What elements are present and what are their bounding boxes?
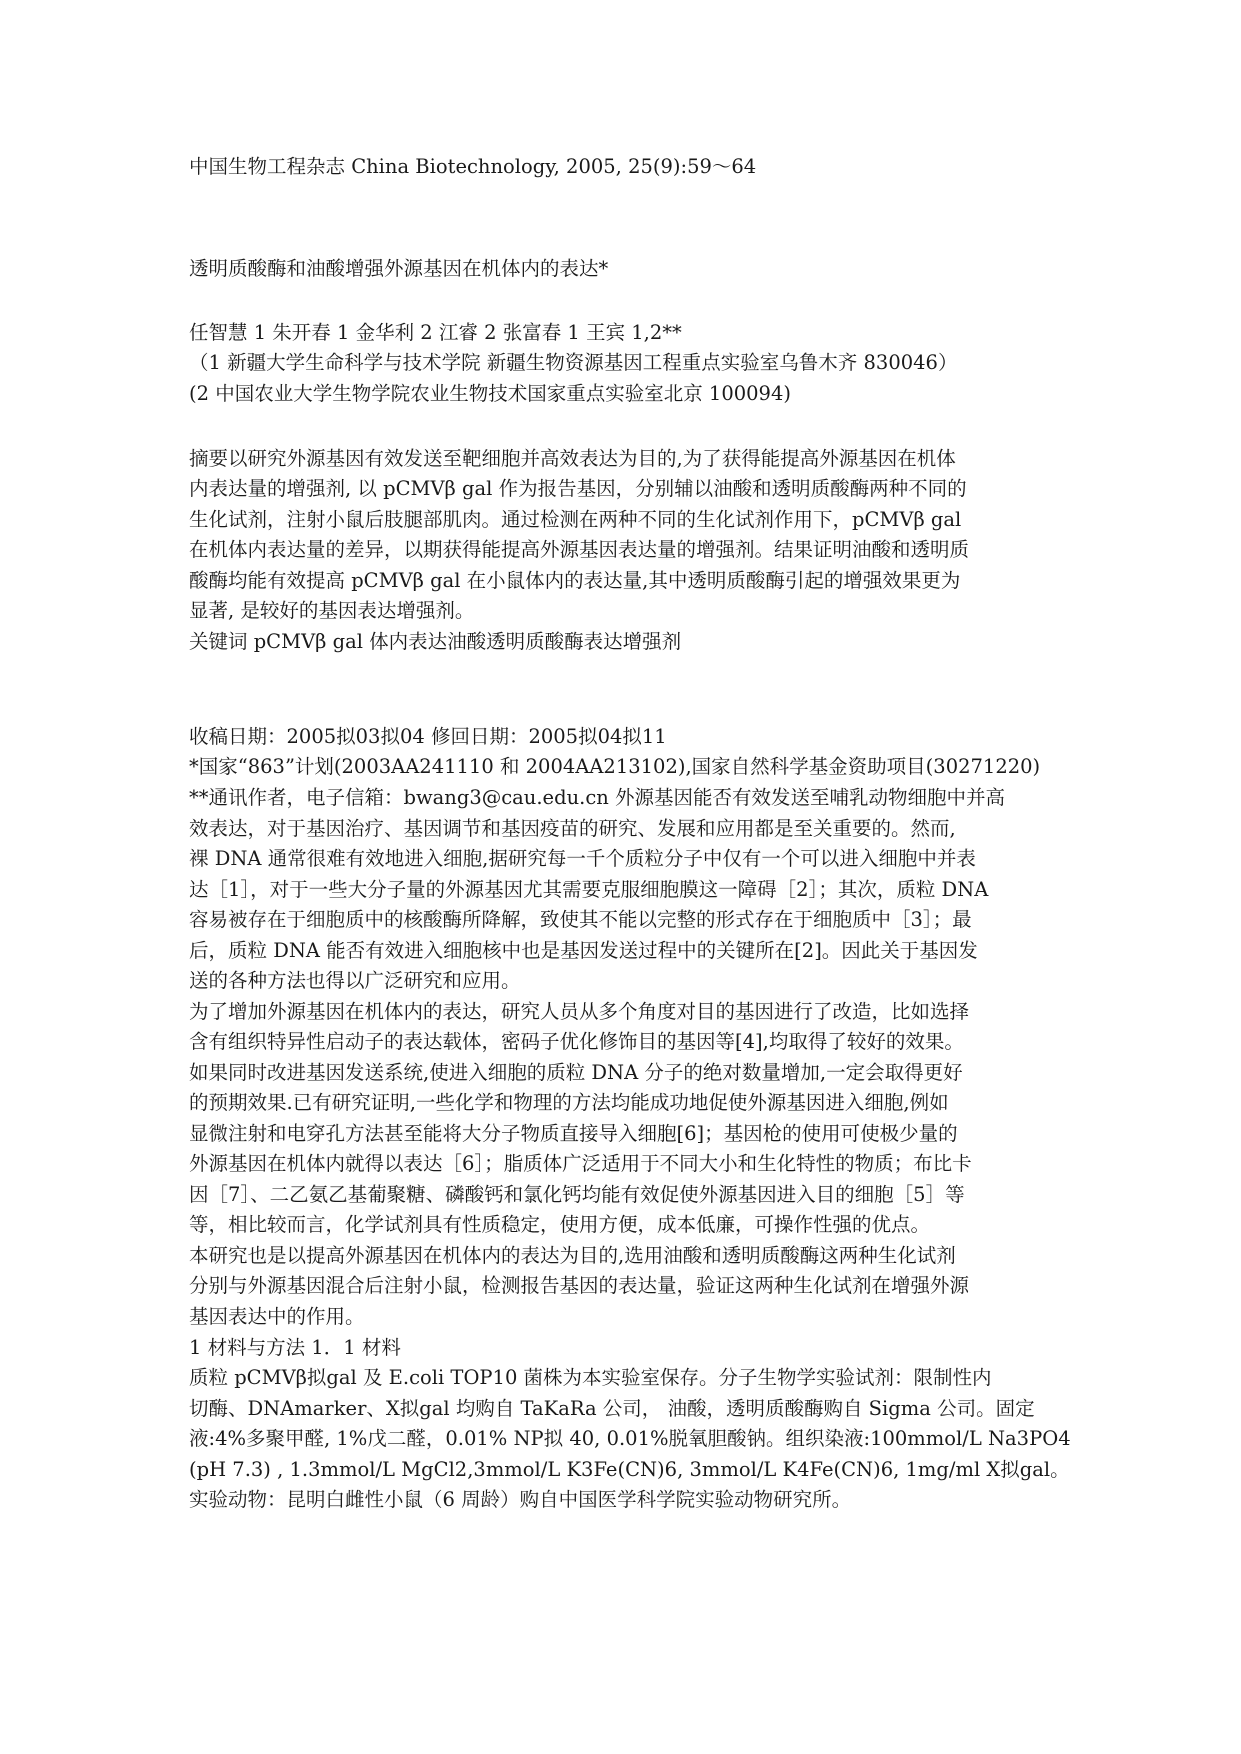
- body-line: 含有组织特异性启动子的表达载体，密码子优化修饰目的基因等[4],均取得了较好的效果。: [189, 1030, 964, 1053]
- body-line: 基因表达中的作用。: [189, 1305, 365, 1328]
- body-line: 等，相比较而言，化学试剂具有性质稳定，使用方便，成本低廉，可操作性强的优点。: [189, 1213, 931, 1236]
- body-line: 液:4%多聚甲醛, 1%戊二醛，0.01% NP拟 40, 0.01%脱氧胆酸钠。组织染液:100mmol/L Na3PO4: [189, 1427, 1071, 1450]
- footnote-line: 收稿日期：2005拟03拟04 修回日期：2005拟04拟11: [189, 725, 667, 748]
- body-line: 为了增加外源基因在机体内的表达，研究人员从多个角度对目的基因进行了改造，比如选择: [189, 1000, 970, 1023]
- journal-citation: 中国生物工程杂志 China Biotechnology, 2005, 25(9):59～64: [189, 155, 757, 178]
- body-line: 后，质粒 DNA 能否有效进入细胞核中也是基因发送过程中的关键所在[2]。因此关于基因发: [189, 939, 978, 962]
- abstract-line: 摘要以研究外源基因有效发送至靶细胞并高效表达为目的,为了获得能提高外源基因在机体: [189, 447, 956, 470]
- body-line: 实验动物：昆明白雌性小鼠（6 周龄）购自中国医学科学院实验动物研究所。: [189, 1488, 852, 1511]
- body-line: 切酶、DNAmarker、X拟gal 均购自 TaKaRa 公司， 油酸，透明质酸酶购自 Sigma 公司。固定: [189, 1397, 1035, 1420]
- body-line: 显微注射和电穿孔方法甚至能将大分子物质直接导入细胞[6]；基因枪的使用可使极少量的: [189, 1122, 958, 1145]
- footnote-line: *国家“863”计划(2003AA241110 和 2004AA213102),国家自然科学基金资助项目(30271220): [189, 755, 1041, 778]
- affiliation-line: (2 中国农业大学生物学院农业生物技术国家重点实验室北京 100094): [189, 382, 791, 405]
- body-line: **通讯作者，电子信箱：bwang3@cau.edu.cn 外源基因能否有效发送至哺乳动物细胞中并高: [189, 786, 1006, 809]
- abstract-line: 在机体内表达量的差异，以期获得能提高外源基因表达量的增强剂。结果证明油酸和透明质: [189, 538, 970, 561]
- body-line: 因［7］、二乙氨乙基葡聚糖、磷酸钙和氯化钙均能有效促使外源基因进入目的细胞［5］等: [189, 1183, 965, 1206]
- section-heading: 1 材料与方法 1．1 材料: [189, 1336, 401, 1359]
- body-line: 质粒 pCMVβ拟gal 及 E.coli TOP10 菌株为本实验室保存。分子生物学实验试剂：限制性内: [189, 1366, 992, 1389]
- body-line: 如果同时改进基因发送系统,使进入细胞的质粒 DNA 分子的绝对数量增加,一定会取得更好: [189, 1061, 963, 1084]
- body-line: 送的各种方法也得以广泛研究和应用。: [189, 969, 521, 992]
- body-line: 本研究也是以提高外源基因在机体内的表达为目的,选用油酸和透明质酸酶这两种生化试剂: [189, 1244, 956, 1267]
- abstract-line: 酸酶均能有效提高 pCMVβ gal 在小鼠体内的表达量,其中透明质酸酶引起的增强效果更为: [189, 569, 961, 592]
- author-list: 任智慧 1 朱开春 1 金华利 2 江睿 2 张富春 1 王宾 1,2**: [189, 321, 682, 344]
- body-line: 裸 DNA 通常很难有效地进入细胞,据研究每一千个质粒分子中仅有一个可以进入细胞中并表: [189, 847, 976, 870]
- body-line: 的预期效果.已有研究证明,一些化学和物理的方法均能成功地促使外源基因进入细胞,例如: [189, 1091, 949, 1114]
- abstract-line: 生化试剂，注射小鼠后肢腿部肌肉。通过检测在两种不同的生化试剂作用下，pCMVβ gal: [189, 508, 962, 531]
- body-line: 分别与外源基因混合后注射小鼠，检测报告基因的表达量，验证这两种生化试剂在增强外源: [189, 1274, 970, 1297]
- affiliation-line: （1 新疆大学生命科学与技术学院 新疆生物资源基因工程重点实验室乌鲁木齐 830046）: [189, 351, 958, 374]
- keywords-line: 关键词 pCMVβ gal 体内表达油酸透明质酸酶表达增强剂: [189, 630, 682, 653]
- abstract-line: 内表达量的增强剂, 以 pCMVβ gal 作为报告基因，分别辅以油酸和透明质酸酶两种不同的: [189, 477, 967, 500]
- paper-title: 透明质酸酶和油酸增强外源基因在机体内的表达*: [189, 257, 609, 280]
- body-line: 效表达，对于基因治疗、基因调节和基因疫苗的研究、发展和应用都是至关重要的。然而,: [189, 817, 956, 840]
- body-line: 达［1］，对于一些大分子量的外源基因尤其需要克服细胞膜这一障碍［2］；其次，质粒 DNA: [189, 878, 989, 901]
- abstract-line: 显著, 是较好的基因表达增强剂。: [189, 599, 475, 622]
- body-line: 外源基因在机体内就得以表达［6］；脂质体广泛适用于不同大小和生化特性的物质；布比卡: [189, 1152, 972, 1175]
- body-line: (pH 7.3) , 1.3mmol/L MgCl2,3mmol/L K3Fe(CN)6, 3mmol/L K4Fe(CN)6, 1mg/ml X拟gal。: [189, 1458, 1070, 1481]
- body-line: 容易被存在于细胞质中的核酸酶所降解，致使其不能以完整的形式存在于细胞质中［3］；最: [189, 908, 972, 931]
